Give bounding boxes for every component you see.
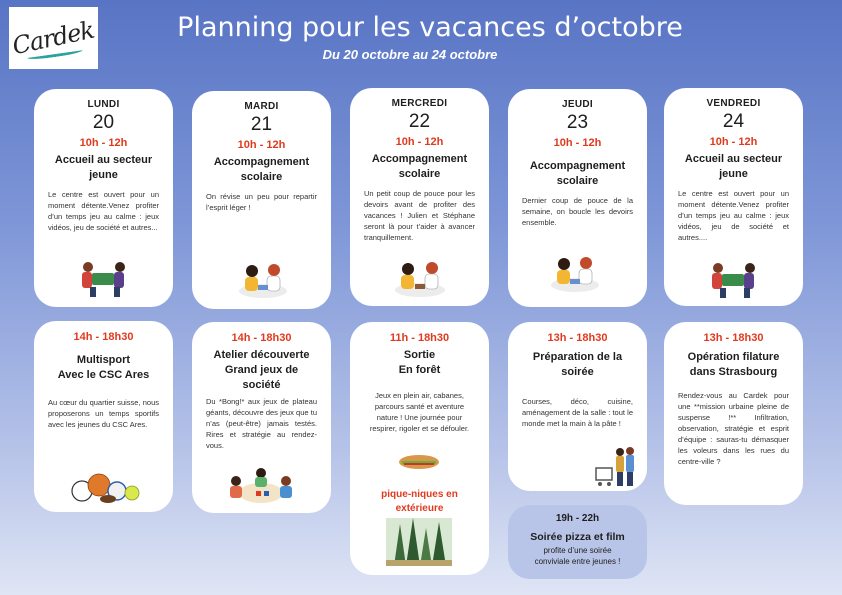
activity-description: Dernier coup de pouce de la semaine, on boucle les devoirs ensemble. bbox=[522, 196, 633, 227]
day-name: MERCREDI bbox=[391, 98, 448, 109]
activity-title-line: scolaire bbox=[556, 175, 599, 187]
forest-illustration bbox=[386, 518, 452, 566]
activity-title bbox=[508, 159, 647, 189]
card-friday-afternoon bbox=[664, 322, 803, 505]
time-slot: 14h - 18h30 bbox=[231, 332, 292, 344]
time-slot: 11h - 18h30 bbox=[389, 332, 450, 344]
picnic-note-line: pique-niques en bbox=[381, 489, 458, 500]
video-game-players-illustration bbox=[78, 257, 130, 299]
activity-title-line: Opération filature bbox=[687, 351, 780, 363]
card-wednesday-morning bbox=[350, 88, 489, 306]
activity-description: Courses, déco, cuisine, aménagement de la salle : tout le monde met la main à la pâte ! bbox=[522, 397, 633, 428]
time-slot: 10h - 12h bbox=[553, 137, 602, 149]
day-date: 21 bbox=[250, 114, 273, 135]
card-wednesday-afternoon bbox=[350, 322, 489, 575]
card-thursday-evening bbox=[508, 505, 647, 579]
activity-description: Le centre est ouvert pour un moment détente.Venez profiter d’un temps jeu au calme : jeux vidéos, jeu de société et autres... bbox=[48, 190, 159, 232]
activity-title bbox=[350, 348, 489, 378]
picnic-note-line: extérieure bbox=[395, 503, 444, 514]
card-monday-afternoon bbox=[34, 321, 173, 512]
activity-title-line: jeune bbox=[719, 168, 748, 180]
day-name: JEUDI bbox=[562, 99, 593, 110]
board-games-illustration bbox=[226, 467, 296, 507]
picnic-note bbox=[350, 488, 489, 516]
day-name: VENDREDI bbox=[706, 98, 761, 109]
activity-description: Du *Bong!* aux jeux de plateau géants, découvre des jeux que tu n’as (peut-être) jamais testés. Rires et stratégie au rendez-vous. bbox=[206, 397, 317, 450]
day-date: 23 bbox=[566, 112, 589, 133]
activity-description: Le centre est ouvert pour un moment détente.Venez profiter d’un temps jeu au calme : jeux vidéos, jeu de société et autres.... bbox=[678, 189, 789, 242]
sports-balls-illustration bbox=[70, 469, 142, 503]
sandwich-icon bbox=[398, 454, 440, 470]
homework-help-illustration bbox=[550, 253, 600, 293]
activity-title bbox=[192, 348, 331, 393]
activity-title-line: Accompagnement bbox=[213, 156, 310, 168]
page-subtitle: Du 20 octobre au 24 octobre bbox=[322, 47, 498, 62]
card-friday-morning bbox=[664, 88, 803, 306]
activity-description: Rendez-vous au Cardek pour une **mission urbaine pleine de suspense !** Infiltration, observation, stratégie et esprit d’équipe : sauras-tu démasquer les voleurs dans les rues du centre-ville ? bbox=[678, 391, 789, 466]
activity-title bbox=[34, 353, 173, 383]
time-slot: 10h - 12h bbox=[237, 139, 286, 151]
activity-title-line: Sortie bbox=[403, 349, 436, 361]
homework-help-illustration bbox=[394, 258, 446, 298]
activity-title-line: Accueil au secteur bbox=[54, 154, 153, 166]
card-monday-morning bbox=[34, 89, 173, 307]
logo-text: Cardek bbox=[10, 15, 97, 61]
day-name: LUNDI bbox=[87, 99, 120, 110]
activity-title-line: scolaire bbox=[398, 168, 441, 180]
activity-description: On révise un peu pour repartir l’esprit léger ! bbox=[206, 192, 317, 212]
activity-title-line: Atelier découverte bbox=[213, 349, 310, 361]
cardek-logo bbox=[9, 7, 98, 69]
activity-title-line: Avec le CSC Ares bbox=[57, 369, 150, 381]
card-thursday-morning bbox=[508, 89, 647, 307]
activity-title bbox=[192, 155, 331, 185]
day-date: 22 bbox=[408, 111, 431, 132]
activity-description: Un petit coup de pouce pour les devoirs avant de profiter des vacances ! Julien et Stéphane seront là pour t’aider à avancer tranquillement. bbox=[364, 189, 475, 242]
activity-title-line: Accompagnement bbox=[529, 160, 626, 172]
time-slot: 13h - 18h30 bbox=[547, 332, 608, 344]
homework-help-illustration bbox=[238, 261, 288, 299]
activity-title bbox=[664, 350, 803, 380]
day-date: 20 bbox=[92, 112, 115, 133]
time-slot: 10h - 12h bbox=[709, 136, 758, 148]
activity-title-line: soirée bbox=[561, 366, 594, 378]
activity-title bbox=[664, 152, 803, 182]
activity-title-line: Accueil au secteur bbox=[684, 153, 783, 165]
day-date: 24 bbox=[722, 111, 745, 132]
activity-description: Au cœur du quartier suisse, nous proposerons un temps sportifs avec les jeunes du CSC Ares. bbox=[48, 398, 159, 429]
activity-title-line: Grand jeux de bbox=[224, 364, 299, 376]
activity-description: profite d’une soirée conviviale entre jeunes ! bbox=[534, 546, 621, 566]
activity-title-line: En forêt bbox=[398, 364, 441, 376]
day-name: MARDI bbox=[244, 101, 279, 112]
card-thursday-afternoon bbox=[508, 322, 647, 491]
time-slot: 19h - 22h bbox=[555, 513, 600, 524]
activity-title: Soirée pizza et film bbox=[530, 531, 625, 543]
activity-title-line: Multisport bbox=[76, 354, 131, 366]
time-slot: 13h - 18h30 bbox=[703, 332, 764, 344]
card-tuesday-afternoon bbox=[192, 322, 331, 513]
activity-title-line: jeune bbox=[89, 169, 118, 181]
activity-title-line: Accompagnement bbox=[371, 153, 468, 165]
activity-title-line: dans Strasbourg bbox=[689, 366, 778, 378]
video-game-players-illustration bbox=[708, 258, 760, 300]
page-title: Planning pour les vacances d’octobre bbox=[177, 12, 683, 43]
activity-title-line: Préparation de la bbox=[532, 351, 623, 363]
activity-title-line: société bbox=[242, 379, 281, 391]
card-tuesday-morning bbox=[192, 91, 331, 309]
activity-title bbox=[508, 350, 647, 380]
activity-description: Jeux en plein air, cabanes, parcours santé et aventure nature ! Une journée pour respirer, rigoler et se défouler. bbox=[369, 391, 470, 433]
time-slot: 10h - 12h bbox=[395, 136, 444, 148]
time-slot: 14h - 18h30 bbox=[73, 331, 134, 343]
time-slot: 10h - 12h bbox=[79, 137, 128, 149]
activity-title bbox=[350, 152, 489, 182]
shopping-couple-illustration bbox=[594, 444, 638, 488]
activity-title-line: scolaire bbox=[240, 171, 283, 183]
activity-title bbox=[34, 153, 173, 183]
